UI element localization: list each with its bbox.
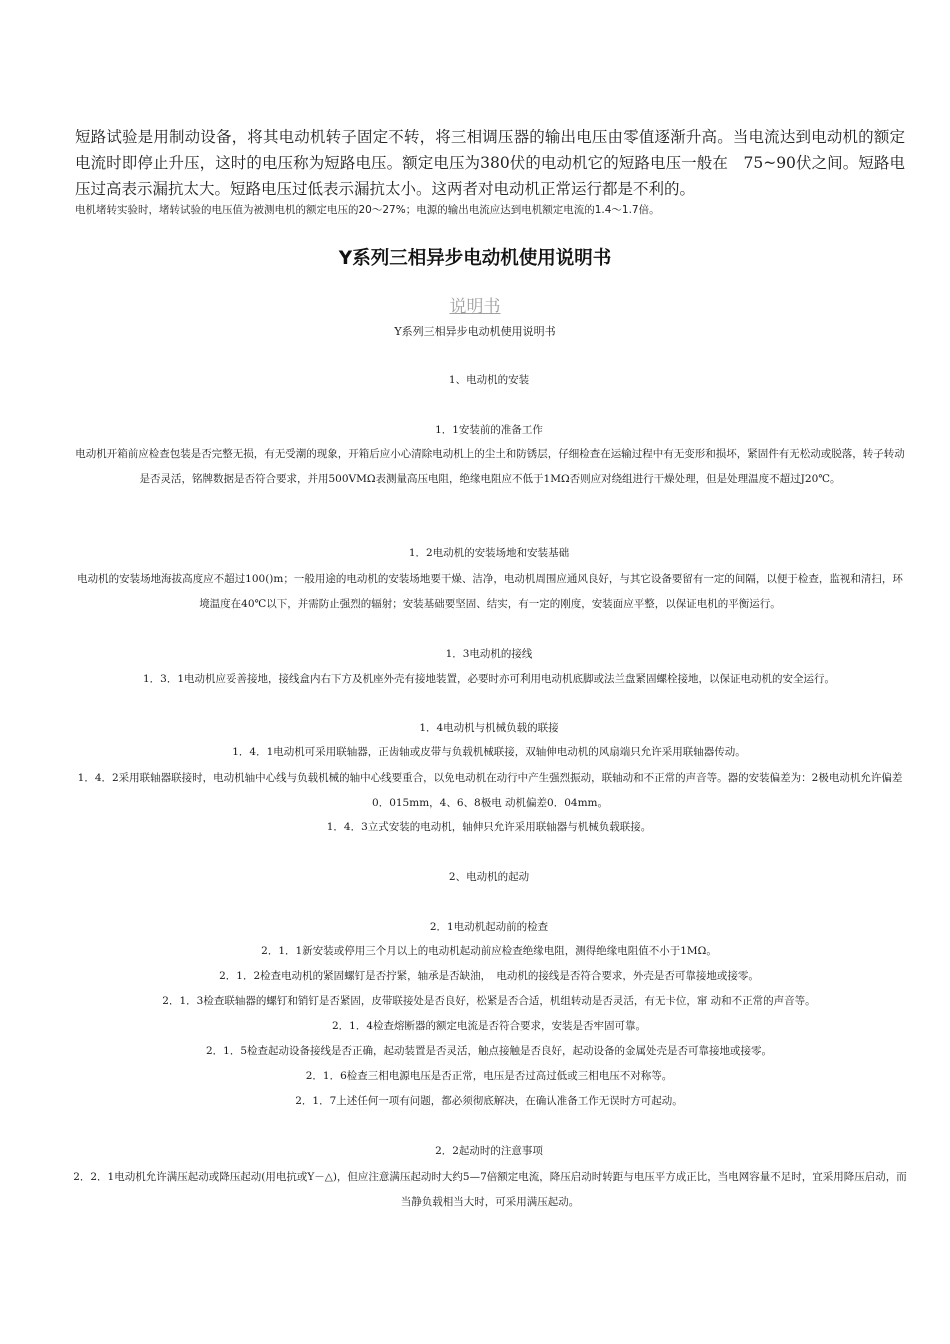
paragraph-2-1-1: 2．1．1新安装或停用三个月以上的电动机起动前应检查绝缘电阻，测得绝缘电阻值不小于1MΩ。: [261, 945, 717, 957]
paragraph-2-1-2: 2．1．2检查电动机的紧固螺钉是否拧紧，轴承是否缺油， 电动机的接线是否符合要求，外壳是否可靠接地或接零。: [219, 970, 759, 982]
section-heading-installation: 1、电动机的安装: [448, 374, 530, 386]
paragraph-2-1-3: 2．1．3检查联轴器的螺钉和销钉是否紧固，皮带联接处是否良好，松紧是否合适，机组转动是否灵活，有无卡位，窜 动和不正常的声音等。: [162, 995, 816, 1007]
paragraph-1-2: 电动机的安装场地海拔高度应不超过100()m；一般用途的电动机的安装场地要干燥、洁净，电动机周围应通风良好，与其它设备要留有一定的间隔，以便于检查，监视和清扫，环境温度在40℃以下，并需防止强烈的辐射；安装基础要坚固、结实，有一定的刚度，安装面应平整，以保证电机的平衡运行。: [77, 573, 903, 610]
paragraph-2-1-7: 2．1．7上述任何一项有问题，都必须彻底解决，在确认准备工作无误时方可起动。: [295, 1095, 683, 1107]
paragraph-2-2-1: 2．2．1电动机允许满压起动或降压起动(用电抗或Y－△)，但应注意满压起动时大约5—7倍额定电流，降压启动时转距与电压平方成正比，当电网容量不足时，宜采用降压启动，而当静负载相当大时，可采用满压起动。: [73, 1171, 907, 1208]
subsection-heading-2-2: 2．2起动时的注意事项: [435, 1145, 543, 1157]
section-heading-starting: 2、电动机的起动: [448, 871, 530, 883]
subsection-heading-1-3: 1．3电动机的接线: [445, 648, 533, 660]
subsection-heading-1-1: 1．1安装前的准备工作: [435, 424, 543, 436]
subsection-heading-1-2: 1．2电动机的安装场地和安装基础: [408, 547, 570, 559]
paragraph-1-3-1: 1．3．1电动机应妥善接地，接线盒内右下方及机座外壳有接地装置，必要时亦可利用电动机底脚或法兰盘紧固螺栓接地，以保证电动机的安全运行。: [142, 673, 836, 685]
paragraph-2-1-4: 2．1．4检查熔断器的额定电流是否符合要求，安装是否牢固可靠。: [331, 1020, 647, 1032]
paragraph-1-4-3: 1．4．3立式安装的电动机，轴伸只允许采用联轴器与机械负载联接。: [326, 821, 652, 833]
paragraph-2-1-6: 2．1．6检查三相电源电压是否正常，电压是否过高过低或三相电压不对称等。: [305, 1070, 673, 1082]
paragraph-1-1: 电动机开箱前应检查包装是否完整无损，有无受潮的现象，开箱后应小心清除电动机上的尘土和防锈层，仔细检查在运输过程中有无变形和损坏，紧固件有无松动或脱落，转子转动是否灵活，铭牌数据是否符合要求，并用500VMΩ表测量高压电阻，绝缘电阻应不低于1MΩ否则应对绕组进行干燥处理，但是处理温度不超过J20℃。: [75, 448, 905, 485]
document-subtitle: Y系列三相异步电动机使用说明书: [394, 325, 556, 338]
paragraph-2-1-5: 2．1．5检查起动设备接线是否正确，起动装置是否灵活，触点接触是否良好，起动设备的金属处壳是否可靠接地或接零。: [205, 1045, 773, 1057]
subsection-heading-2-1: 2．1电动机起动前的检查: [429, 921, 549, 933]
intro-paragraph: 短路试验是用制动设备，将其电动机转子固定不转，将三相调压器的输出电压由零值逐渐升高。当电流达到电动机的额定电流时即停止升压，这时的电压称为短路电压。额定电压为380伏的电动机它的短路电压一般在 75~90伏之间。短路电压过高表示漏抗太大。短路电压过低表示漏抗太小。这两者对电动机正常运行都是不利的。: [75, 128, 905, 198]
subsection-heading-1-4: 1．4电动机与机械负载的联接: [419, 722, 559, 734]
paragraph-1-4-2: 1．4．2采用联轴器联接时，电动机轴中心线与负载机械的轴中心线要重合，以免电动机在动行中产生强烈振动，联轴动和不正常的声音等。器的安装偏差为：2极电动机允许偏差0．015mm，4、6、8极电 动机偏差0．04mm。: [77, 772, 903, 809]
intro-note: 电机堵转实验时，堵转试验的电压值为被测电机的额定电压的20～27%；电源的输出电流应达到电机额定电流的1.4～1.7倍。: [75, 204, 660, 216]
document-title: Y系列三相异步电动机使用说明书: [338, 248, 612, 269]
paragraph-1-4-1: 1．4．1电动机可采用联轴器，正齿轴或皮带与负载机械联接，双轴伸电动机的风扇端只允许采用联轴器传动。: [232, 746, 746, 758]
manual-link[interactable]: 说明书: [449, 297, 501, 317]
